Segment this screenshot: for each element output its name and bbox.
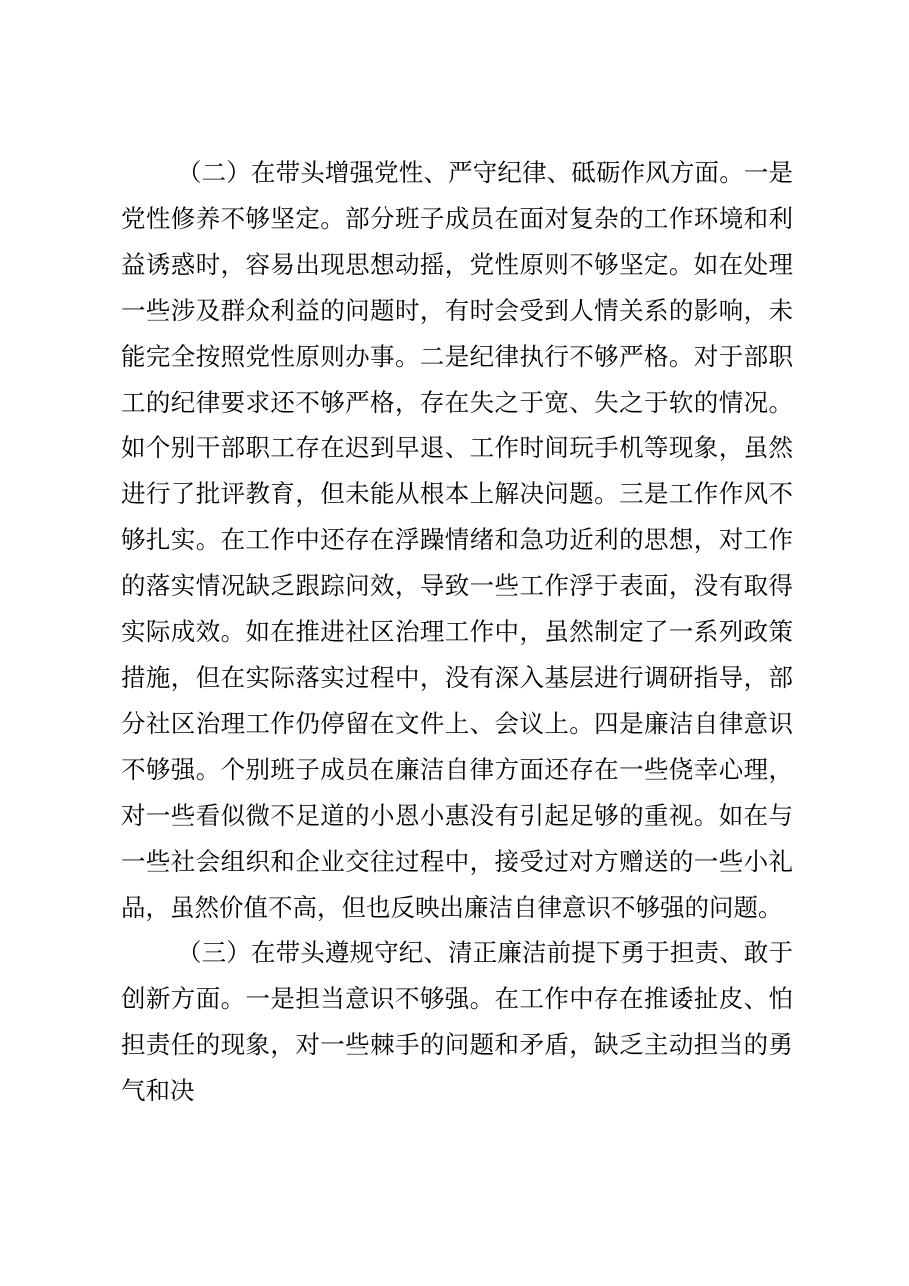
paragraph-section-two: （二）在带头增强党性、严守纪律、砥砺作风方面。一是党性修养不够坚定。部分班子成员在面对复杂的工作环境和利益诱惑时，容易出现思想动摇，党性原则不够坚定。如在处理一些涉及群众利益的问题时，有时会受到人情关系的影响，未能完全按照党性原则办事。二是纪律执行不够严格。对于部职工的纪律要求还不够严格，存在失之于宽、失之于软的情况。如个别干部职工存在迟到早退、工作时间玩手机等现象，虽然进行了批评教育，但未能从根本上解决问题。三是工作作风不够扎实。在工作中还存在浮躁情绪和急功近利的思想，对工作的落实情况缺乏跟踪问效，导致一些工作浮于表面，没有取得实际成效。如在推进社区治理工作中，虽然制定了一系列政策措施，但在实际落实过程中，没有深入基层进行调研指导，部分社区治理工作仍停留在文件上、会议上。四是廉洁自律意识不够强。个别班子成员在廉洁自律方面还存在一些侥幸心理，对一些看似微不足道的小恩小惠没有引起足够的重视。如在与一些社会组织和企业交往过程中，接受过对方赠送的一些小礼品，虽然价值不高，但也反映出廉洁自律意识不够强的问题。 — [121, 158, 793, 922]
paragraph-section-three: （三）在带头遵规守纪、清正廉洁前提下勇于担责、敢于创新方面。一是担当意识不够强。在工作中存在推诿扯皮、怕担责任的现象，对一些棘手的问题和矛盾，缺乏主动担当的勇气和决 — [121, 938, 793, 1106]
document-body — [121, 150, 793, 1114]
